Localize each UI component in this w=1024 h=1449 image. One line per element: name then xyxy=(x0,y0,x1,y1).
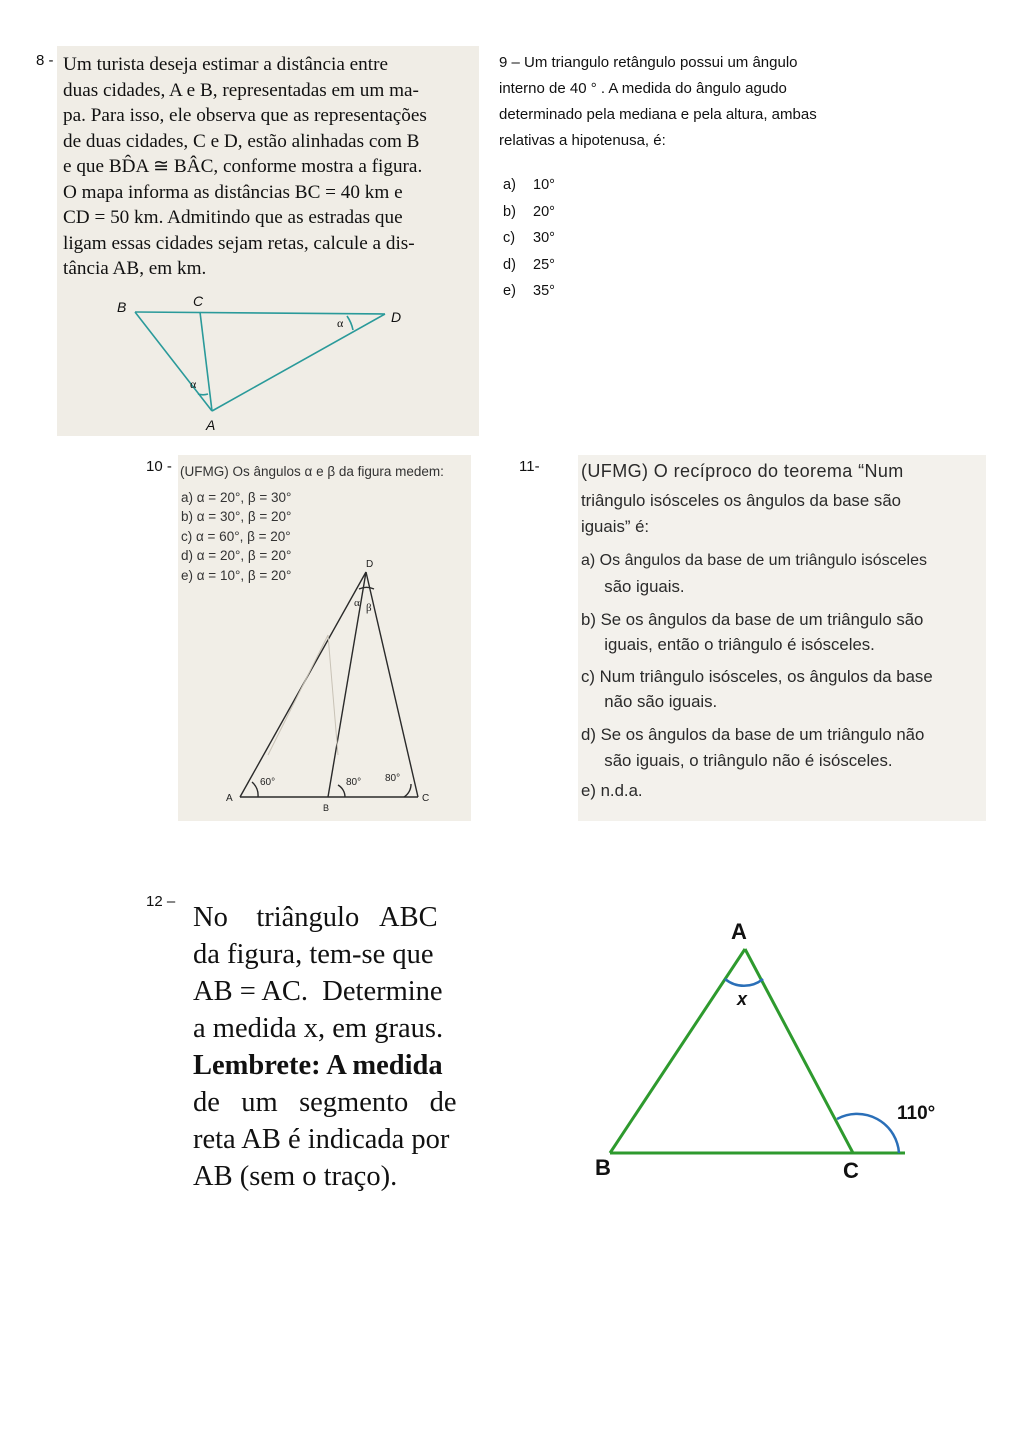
q10-option-e: e) α = 10°, β = 20° xyxy=(181,567,292,583)
q8-label-b: B xyxy=(117,299,127,315)
q12-label-110: 110° xyxy=(897,1103,936,1124)
q11-line: não são iguais. xyxy=(581,692,718,711)
question-8-text xyxy=(63,52,473,282)
q12-line: reta AB é indicada por xyxy=(193,1124,450,1155)
q8-line: duas cidades, A e B, representadas em um ma- xyxy=(63,79,419,101)
q9-option-e: e) 35° xyxy=(503,283,555,299)
q9-option-b: b) 20° xyxy=(503,203,555,220)
q9-option-a: a) 10° xyxy=(503,177,555,193)
q12-line: de um segmento de xyxy=(193,1087,457,1118)
question-11-scan xyxy=(578,455,986,821)
q11-line: d) Se os ângulos da base de um triângulo não xyxy=(581,725,925,744)
q8-triangle-figure xyxy=(57,296,479,436)
q12-line: Lembrete: A medida xyxy=(193,1050,443,1081)
q10-label-c: C xyxy=(422,793,430,804)
q12-label-c: C xyxy=(843,1158,859,1183)
q10-label-ang-c: 80° xyxy=(385,773,401,784)
q8-label-alpha-a: α xyxy=(190,377,197,391)
q11-line: a) Os ângulos da base de um triângulo isósceles xyxy=(581,552,927,569)
q12-line: da figura, tem-se que xyxy=(193,939,434,970)
q12-line: AB = AC. Determine xyxy=(193,976,443,1007)
q12-label-a: A xyxy=(731,919,747,944)
question-10-number: 10 - xyxy=(146,458,172,475)
q8-line: ligam essas cidades sejam retas, calcule a dis- xyxy=(63,232,415,254)
q10-option-a: a) α = 20°, β = 30° xyxy=(181,490,292,505)
q12-line: AB (sem o traço). xyxy=(193,1161,398,1192)
q10-option-d: d) α = 20°, β = 20° xyxy=(181,548,292,564)
q10-header: (UFMG) Os ângulos α e β da figura medem: xyxy=(180,464,444,479)
question-11-number: 11- xyxy=(519,458,540,475)
q10-label-d: D xyxy=(366,559,374,570)
question-8-number: 8 - xyxy=(36,52,54,69)
q8-line: e que BD̂A ≅ BÂC, conforme mostra a figura. xyxy=(63,156,423,177)
q10-label-alpha: α xyxy=(354,597,360,609)
q8-line: CD = 50 km. Admitindo que as estradas que xyxy=(63,207,403,228)
question-8-scan xyxy=(57,46,479,436)
question-9-text xyxy=(499,50,919,154)
q11-line: e) n.d.a. xyxy=(581,781,643,800)
q10-option-b: b) α = 30°, β = 20° xyxy=(181,509,292,525)
q10-option-c: c) α = 60°, β = 20° xyxy=(181,528,291,544)
q8-label-d: D xyxy=(391,309,402,325)
question-12-scan xyxy=(185,891,965,1230)
q10-label-ang-b: 80° xyxy=(346,777,362,788)
q8-label-c: C xyxy=(193,296,204,309)
q8-line: tância AB, em km. xyxy=(63,258,207,279)
q12-arc-110 xyxy=(837,1114,899,1153)
q9-line: 9 – Um triangulo retângulo possui um ângulo xyxy=(499,54,798,71)
q8-label-alpha-d: α xyxy=(337,316,344,330)
q12-line: No triângulo ABC xyxy=(193,902,438,933)
q9-line: relativas a hipotenusa, é: xyxy=(499,132,666,149)
q10-label-b: B xyxy=(323,803,330,813)
q11-line: são iguais. xyxy=(581,577,685,596)
q9-line: interno de 40 ° . A medida do ângulo agudo xyxy=(499,80,787,97)
question-9-options xyxy=(503,172,555,305)
q8-line: pa. Para isso, ele observa que as representações xyxy=(63,105,427,126)
q11-line: triângulo isósceles os ângulos da base são xyxy=(581,491,901,510)
q11-line: (UFMG) O recíproco do teorema “Num xyxy=(581,461,904,481)
q12-label-x: x xyxy=(737,989,748,1009)
q11-line: iguais” é: xyxy=(581,517,650,536)
q12-text xyxy=(193,899,457,1195)
q9-option-c: c) 30° xyxy=(503,230,555,246)
q12-triangle-figure xyxy=(585,891,965,1230)
q10-label-ang-a: 60° xyxy=(260,777,276,788)
q8-line: de duas cidades, C e D, estão alinhadas com B xyxy=(63,130,420,152)
q11-line: iguais, então o triângulo é isósceles. xyxy=(581,635,875,654)
question-10-scan xyxy=(178,455,471,821)
q8-line: Um turista deseja estimar a distância entre xyxy=(63,54,388,75)
q11-line: b) Se os ângulos da base de um triângulo são xyxy=(581,610,924,629)
question-12-number: 12 – xyxy=(146,893,176,910)
q10-label-a: A xyxy=(226,793,233,804)
q12-line: a medida x, em graus. xyxy=(193,1013,444,1044)
q12-arc-x xyxy=(725,979,763,986)
q9-line: determinado pela mediana e pela altura, ambas xyxy=(499,106,817,123)
q8-label-a: A xyxy=(206,417,216,433)
q10-label-beta: β xyxy=(366,602,372,614)
q11-line: c) Num triângulo isósceles, os ângulos da base xyxy=(581,667,933,686)
q10-triangle-figure xyxy=(178,455,471,821)
q11-line: são iguais, o triângulo não é isósceles. xyxy=(581,751,893,770)
q8-line: O mapa informa as distâncias BC = 40 km e xyxy=(63,181,403,203)
q9-option-d: d) 25° xyxy=(503,256,555,273)
q12-label-b: B xyxy=(595,1155,611,1180)
